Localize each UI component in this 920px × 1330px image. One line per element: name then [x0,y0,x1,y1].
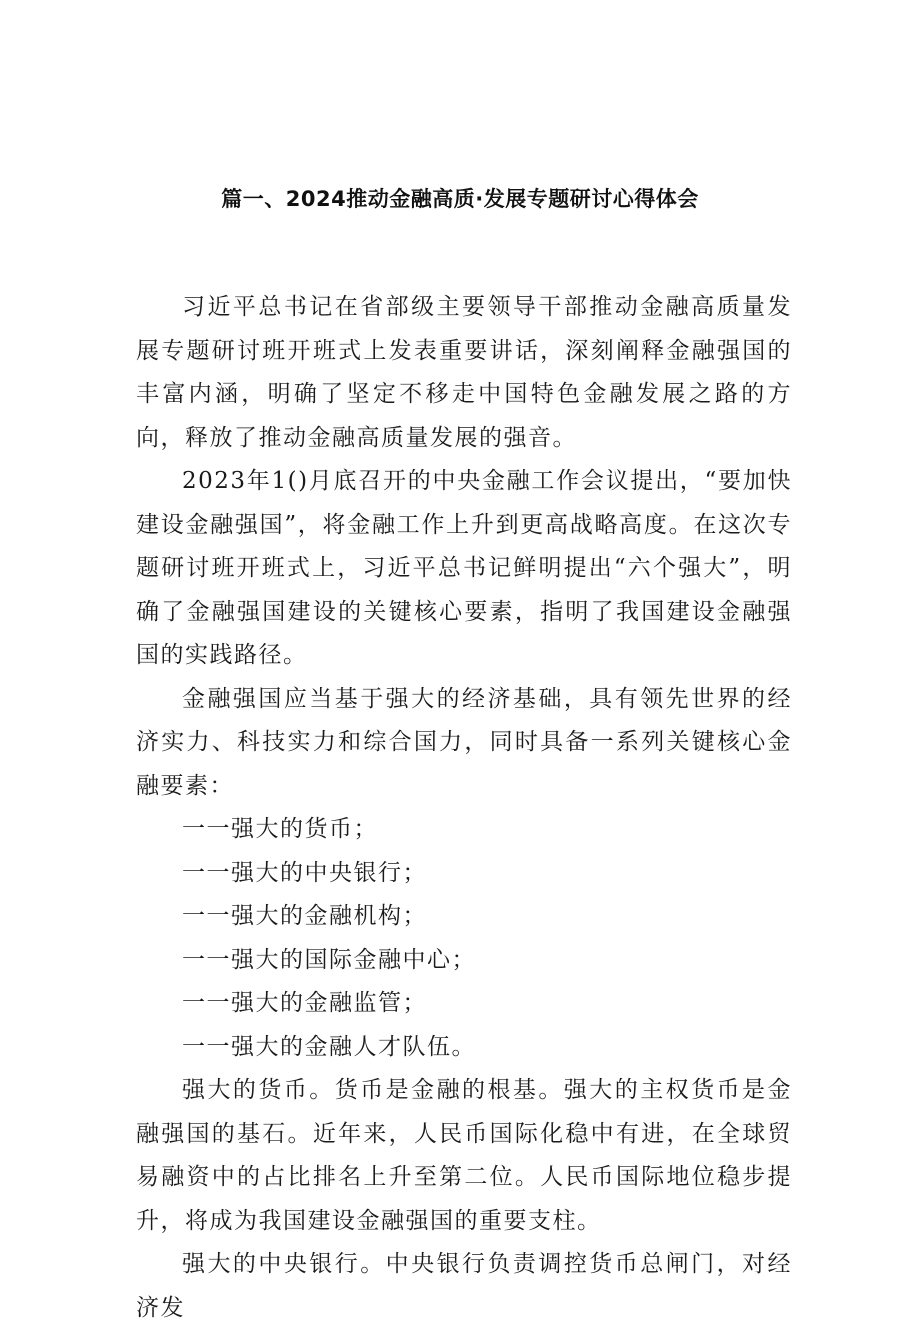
paragraph-central-bank: 强大的中央银行。中央银行负责调控货币总闸门，对经济发 [136,1251,792,1321]
document-title: 篇一、2024推动金融高质·发展专题研讨心得体会 [221,187,699,211]
paragraph-conference: 2023年1()月底召开的中央金融工作会议提出，“要加快建设金融强国”，将金融工作上升到更高战略高度。在这次专题研讨班开班式上，习近平总书记鲜明提出“六个强大”，明确了金融强国建设的关键核心要素，指明了我国建设金融强国的实践路径。 [136,468,792,668]
paragraph-intro: 习近平总书记在省部级主要领导干部推动金融高质量发展专题研讨班开班式上发表重要讲话，深刻阐释金融强国的丰富内涵，明确了坚定不移走中国特色金融发展之路的方向，释放了推动金融高质量发展的强音。 [136,294,792,451]
list-item: 一一强大的中央银行； [182,859,427,886]
list-item: 一一强大的国际金融中心； [182,946,476,973]
list-item: 一一强大的货币； [182,816,378,842]
paragraph-currency: 强大的货币。货币是金融的根基。强大的主权货币是金融强国的基石。近年来，人民币国际化稳中有进，在全球贸易融资中的占比排名上升至第二位。人民币国际地位稳步提升，将成为我国建设金融强国的重要支柱。 [136,1077,792,1234]
document-body [136,286,792,1330]
paragraph-elements: 金融强国应当基于强大的经济基础，具有领先世界的经济实力、科技实力和综合国力，同时具备一系列关键核心金融要素： [136,685,792,799]
list-item: 一一强大的金融机构； [182,903,427,929]
list-item: 一一强大的金融监管； [182,990,427,1016]
list-item: 一一强大的金融人才队伍。 [182,1033,476,1060]
